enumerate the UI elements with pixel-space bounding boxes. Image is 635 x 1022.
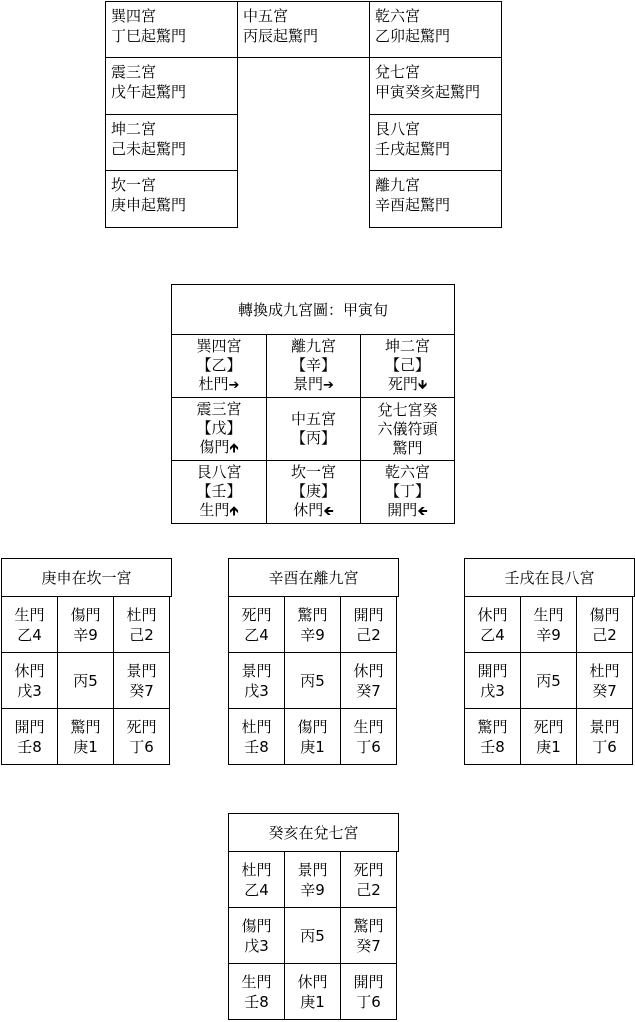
stem: 【庚】: [290, 482, 336, 500]
cell-bottom-text: 壬8: [244, 737, 269, 756]
stem: 【壬】: [196, 482, 242, 500]
small-grid-cell: [340, 596, 397, 653]
cell-top-text: 死門: [533, 717, 564, 736]
palace-name: 坤二宮: [111, 120, 157, 138]
mid-cell-6: [171, 460, 267, 524]
small-grid-cell: [340, 907, 397, 964]
top-cell-zhong5: [237, 1, 370, 58]
arrow-left-icon: 🡸: [417, 504, 428, 519]
stem: 【辛】: [290, 356, 336, 374]
small-grid-cell: [57, 596, 114, 653]
cell-top-text: 休門: [14, 661, 45, 680]
cell-bottom-text: 癸7: [356, 681, 381, 700]
small-grid-cell: [464, 596, 521, 653]
small-grid-title: 辛酉在離九宮: [228, 558, 399, 597]
small-grid-cell: [464, 708, 521, 765]
cell-top-text: 景門: [126, 661, 157, 680]
palace-text: 甲寅癸亥起驚門: [375, 83, 481, 101]
arrow-up-icon: 🡹: [229, 504, 239, 519]
palace-name: 艮八宮: [375, 120, 421, 138]
cell-top-text: 傷門: [589, 605, 620, 624]
cell-top-text: 開門: [14, 717, 45, 736]
cell-top-text: 杜門: [589, 661, 620, 680]
cell-top-text: 開門: [353, 972, 384, 991]
cell-bottom-text: 戊3: [17, 681, 42, 700]
cell-bottom-text: 辛9: [73, 625, 98, 644]
small-grid-cell: [284, 851, 341, 908]
cell-bottom-text: 乙4: [244, 880, 269, 899]
cell-top-text: 驚門: [477, 717, 508, 736]
top-cell-kan1: [105, 170, 238, 228]
cell-top-text: 景門: [297, 860, 328, 879]
palace-text: 乙卯起驚門: [375, 27, 451, 45]
stem: 【戊】: [196, 419, 242, 437]
top-cell-kun2: [105, 114, 238, 171]
cell-top-text: 杜門: [241, 860, 272, 879]
cell-bottom-text: 戊3: [244, 681, 269, 700]
small-grid-cell: [576, 596, 633, 653]
cell-bottom-text: 己2: [592, 625, 617, 644]
cell-top-text: 死門: [241, 605, 272, 624]
cell-bottom-text: 戊3: [244, 936, 269, 955]
palace-text: 丁巳起驚門: [111, 27, 187, 45]
palace-name: 兌七宮癸: [377, 400, 438, 419]
palace-name: 乾六宮: [384, 463, 430, 481]
cell-top-text: 驚門: [70, 717, 101, 736]
palace-name: 震三宮: [111, 63, 157, 81]
cell-bottom-text: 己2: [356, 880, 381, 899]
door: 驚門: [392, 438, 423, 457]
cell-top-text: 休門: [477, 605, 508, 624]
cell-top-text: 傷門: [297, 717, 328, 736]
door: 景門: [293, 375, 324, 393]
small-grid-cell: [284, 907, 341, 964]
cell-top-text: 杜門: [126, 605, 157, 624]
small-grid-cell: [576, 652, 633, 709]
small-grid-cell: [284, 596, 341, 653]
small-grid-cell: [1, 652, 58, 709]
mid-cell-7: [266, 460, 361, 524]
cell-bottom-text: 辛9: [300, 880, 325, 899]
small-grid-cell: [228, 708, 285, 765]
cell-bottom-text: 辛9: [300, 625, 325, 644]
cell-bottom-text: 丁6: [129, 737, 154, 756]
door: 休門: [293, 501, 324, 519]
small-grid-cell: [1, 596, 58, 653]
small-grid-cell: [340, 708, 397, 765]
small-grid-cell: [340, 851, 397, 908]
palace-text: 己未起驚門: [111, 140, 187, 158]
small-grid-cell: [228, 596, 285, 653]
cell-bottom-text: 癸7: [129, 681, 154, 700]
cell-bottom-text: 乙4: [17, 625, 42, 644]
cell-top-text: 生門: [14, 605, 45, 624]
arrow-right-icon: ➔: [228, 378, 240, 393]
cell-top-text: 丙5: [300, 671, 325, 690]
door: 傷門: [199, 438, 230, 456]
small-grid-cell: [520, 652, 577, 709]
cell-top-text: 死門: [353, 860, 384, 879]
cell-bottom-text: 庚1: [73, 737, 98, 756]
small-grid-cell: [57, 708, 114, 765]
palace-name: 巽四宮: [111, 7, 157, 25]
small-grid-cell: [284, 963, 341, 1020]
palace-name: 離九宮: [290, 337, 336, 355]
cell-bottom-text: 戊3: [480, 681, 505, 700]
cell-bottom-text: 壬8: [244, 992, 269, 1011]
cell-top-text: 驚門: [297, 605, 328, 624]
palace-name: 離九宮: [375, 176, 421, 194]
small-grid-cell: [340, 963, 397, 1020]
small-grid-cell: [113, 708, 170, 765]
small-grid-cell: [340, 652, 397, 709]
cell-bottom-text: 癸7: [356, 936, 381, 955]
palace-text: 壬戌起驚門: [375, 140, 451, 158]
palace-name: 坤二宮: [384, 337, 430, 355]
arrow-down-icon: 🡻: [417, 378, 428, 393]
palace-name: 乾六宮: [375, 7, 421, 25]
cell-bottom-text: 庚1: [300, 737, 325, 756]
small-grid-cell: [228, 652, 285, 709]
small-grid-cell: [1, 708, 58, 765]
cell-bottom-text: 庚1: [300, 992, 325, 1011]
cell-top-text: 生門: [533, 605, 564, 624]
door: 開門: [387, 501, 418, 519]
palace-name: 坎一宮: [290, 463, 336, 481]
small-grid-title: 壬戌在艮八宮: [464, 558, 635, 597]
cell-top-text: 生門: [241, 972, 272, 991]
mid-cell-8: [360, 460, 455, 524]
cell-top-text: 丙5: [73, 671, 98, 690]
palace-name: 中五宮: [290, 410, 336, 428]
cell-top-text: 驚門: [353, 916, 384, 935]
cell-bottom-text: 壬8: [17, 737, 42, 756]
cell-bottom-text: 丁6: [592, 737, 617, 756]
arrow-left-icon: 🡸: [323, 504, 334, 519]
top-cell-li9: [369, 170, 502, 228]
stem: 【乙】: [196, 356, 242, 374]
palace-name: 中五宮: [243, 7, 289, 25]
small-grid-cell: [284, 708, 341, 765]
palace-name: 巽四宮: [196, 337, 242, 355]
small-grid-cell: [113, 652, 170, 709]
palace-name: 兌七宮: [375, 63, 421, 81]
mid-cell-4: [266, 397, 361, 461]
mid-cell-5: [360, 397, 455, 461]
door: 杜門: [198, 375, 229, 393]
cell-top-text: 傷門: [241, 916, 272, 935]
door: 死門: [387, 375, 418, 393]
palace-text: 丙辰起驚門: [243, 27, 319, 45]
small-grid-cell: [228, 851, 285, 908]
cell-bottom-text: 己2: [356, 625, 381, 644]
cell-top-text: 休門: [353, 661, 384, 680]
cell-top-text: 杜門: [241, 717, 272, 736]
small-grid-title: 癸亥在兌七宮: [228, 813, 399, 852]
cell-bottom-text: 己2: [129, 625, 154, 644]
palace-name: 艮八宮: [196, 463, 242, 481]
top-cell-dui7: [369, 57, 502, 115]
small-grid-cell: [520, 596, 577, 653]
small-grid-title: 庚申在坎一宮: [1, 558, 172, 597]
arrow-up-icon: 🡹: [229, 441, 239, 456]
cell-top-text: 開門: [477, 661, 508, 680]
palace-name: 震三宮: [196, 400, 242, 418]
palace-text: 戊午起驚門: [111, 83, 187, 101]
top-cell-zhen3: [105, 57, 238, 115]
cell-bottom-text: 乙4: [244, 625, 269, 644]
palace-text: 辛酉起驚門: [375, 196, 451, 214]
cell-top-text: 景門: [589, 717, 620, 736]
stem: 六儀符頭: [377, 419, 438, 438]
mid-cell-3: [171, 397, 267, 461]
palace-text: 庚申起驚門: [111, 196, 187, 214]
small-grid-cell: [520, 708, 577, 765]
small-grid-cell: [113, 596, 170, 653]
top-cell-qian6: [369, 1, 502, 58]
cell-bottom-text: 壬8: [480, 737, 505, 756]
cell-top-text: 生門: [353, 717, 384, 736]
small-grid-cell: [57, 652, 114, 709]
palace-name: 坎一宮: [111, 176, 157, 194]
mid-cell-2: [360, 334, 455, 398]
small-grid-cell: [284, 652, 341, 709]
stem: 【己】: [384, 356, 430, 374]
cell-bottom-text: 辛9: [536, 625, 561, 644]
cell-top-text: 丙5: [536, 671, 561, 690]
cell-top-text: 丙5: [300, 926, 325, 945]
middle-grid-title: 轉換成九宮圖：甲寅旬: [171, 284, 455, 335]
cell-bottom-text: 癸7: [592, 681, 617, 700]
cell-bottom-text: 丁6: [356, 992, 381, 1011]
small-grid-cell: [576, 708, 633, 765]
cell-top-text: 景門: [241, 661, 272, 680]
small-grid-cell: [228, 963, 285, 1020]
stem: 【丁】: [384, 482, 430, 500]
mid-cell-1: [266, 334, 361, 398]
arrow-right-icon: ➔: [323, 378, 334, 393]
door: 生門: [199, 501, 230, 519]
top-cell-gen8: [369, 114, 502, 171]
cell-bottom-text: 乙4: [480, 625, 505, 644]
cell-top-text: 死門: [126, 717, 157, 736]
mid-cell-0: [171, 334, 267, 398]
cell-bottom-text: 丁6: [356, 737, 381, 756]
small-grid-cell: [464, 652, 521, 709]
stem: 【丙】: [290, 429, 336, 447]
cell-bottom-text: 庚1: [536, 737, 561, 756]
cell-top-text: 休門: [297, 972, 328, 991]
small-grid-cell: [228, 907, 285, 964]
cell-top-text: 開門: [353, 605, 384, 624]
cell-top-text: 傷門: [70, 605, 101, 624]
top-cell-xun4: [105, 1, 238, 58]
